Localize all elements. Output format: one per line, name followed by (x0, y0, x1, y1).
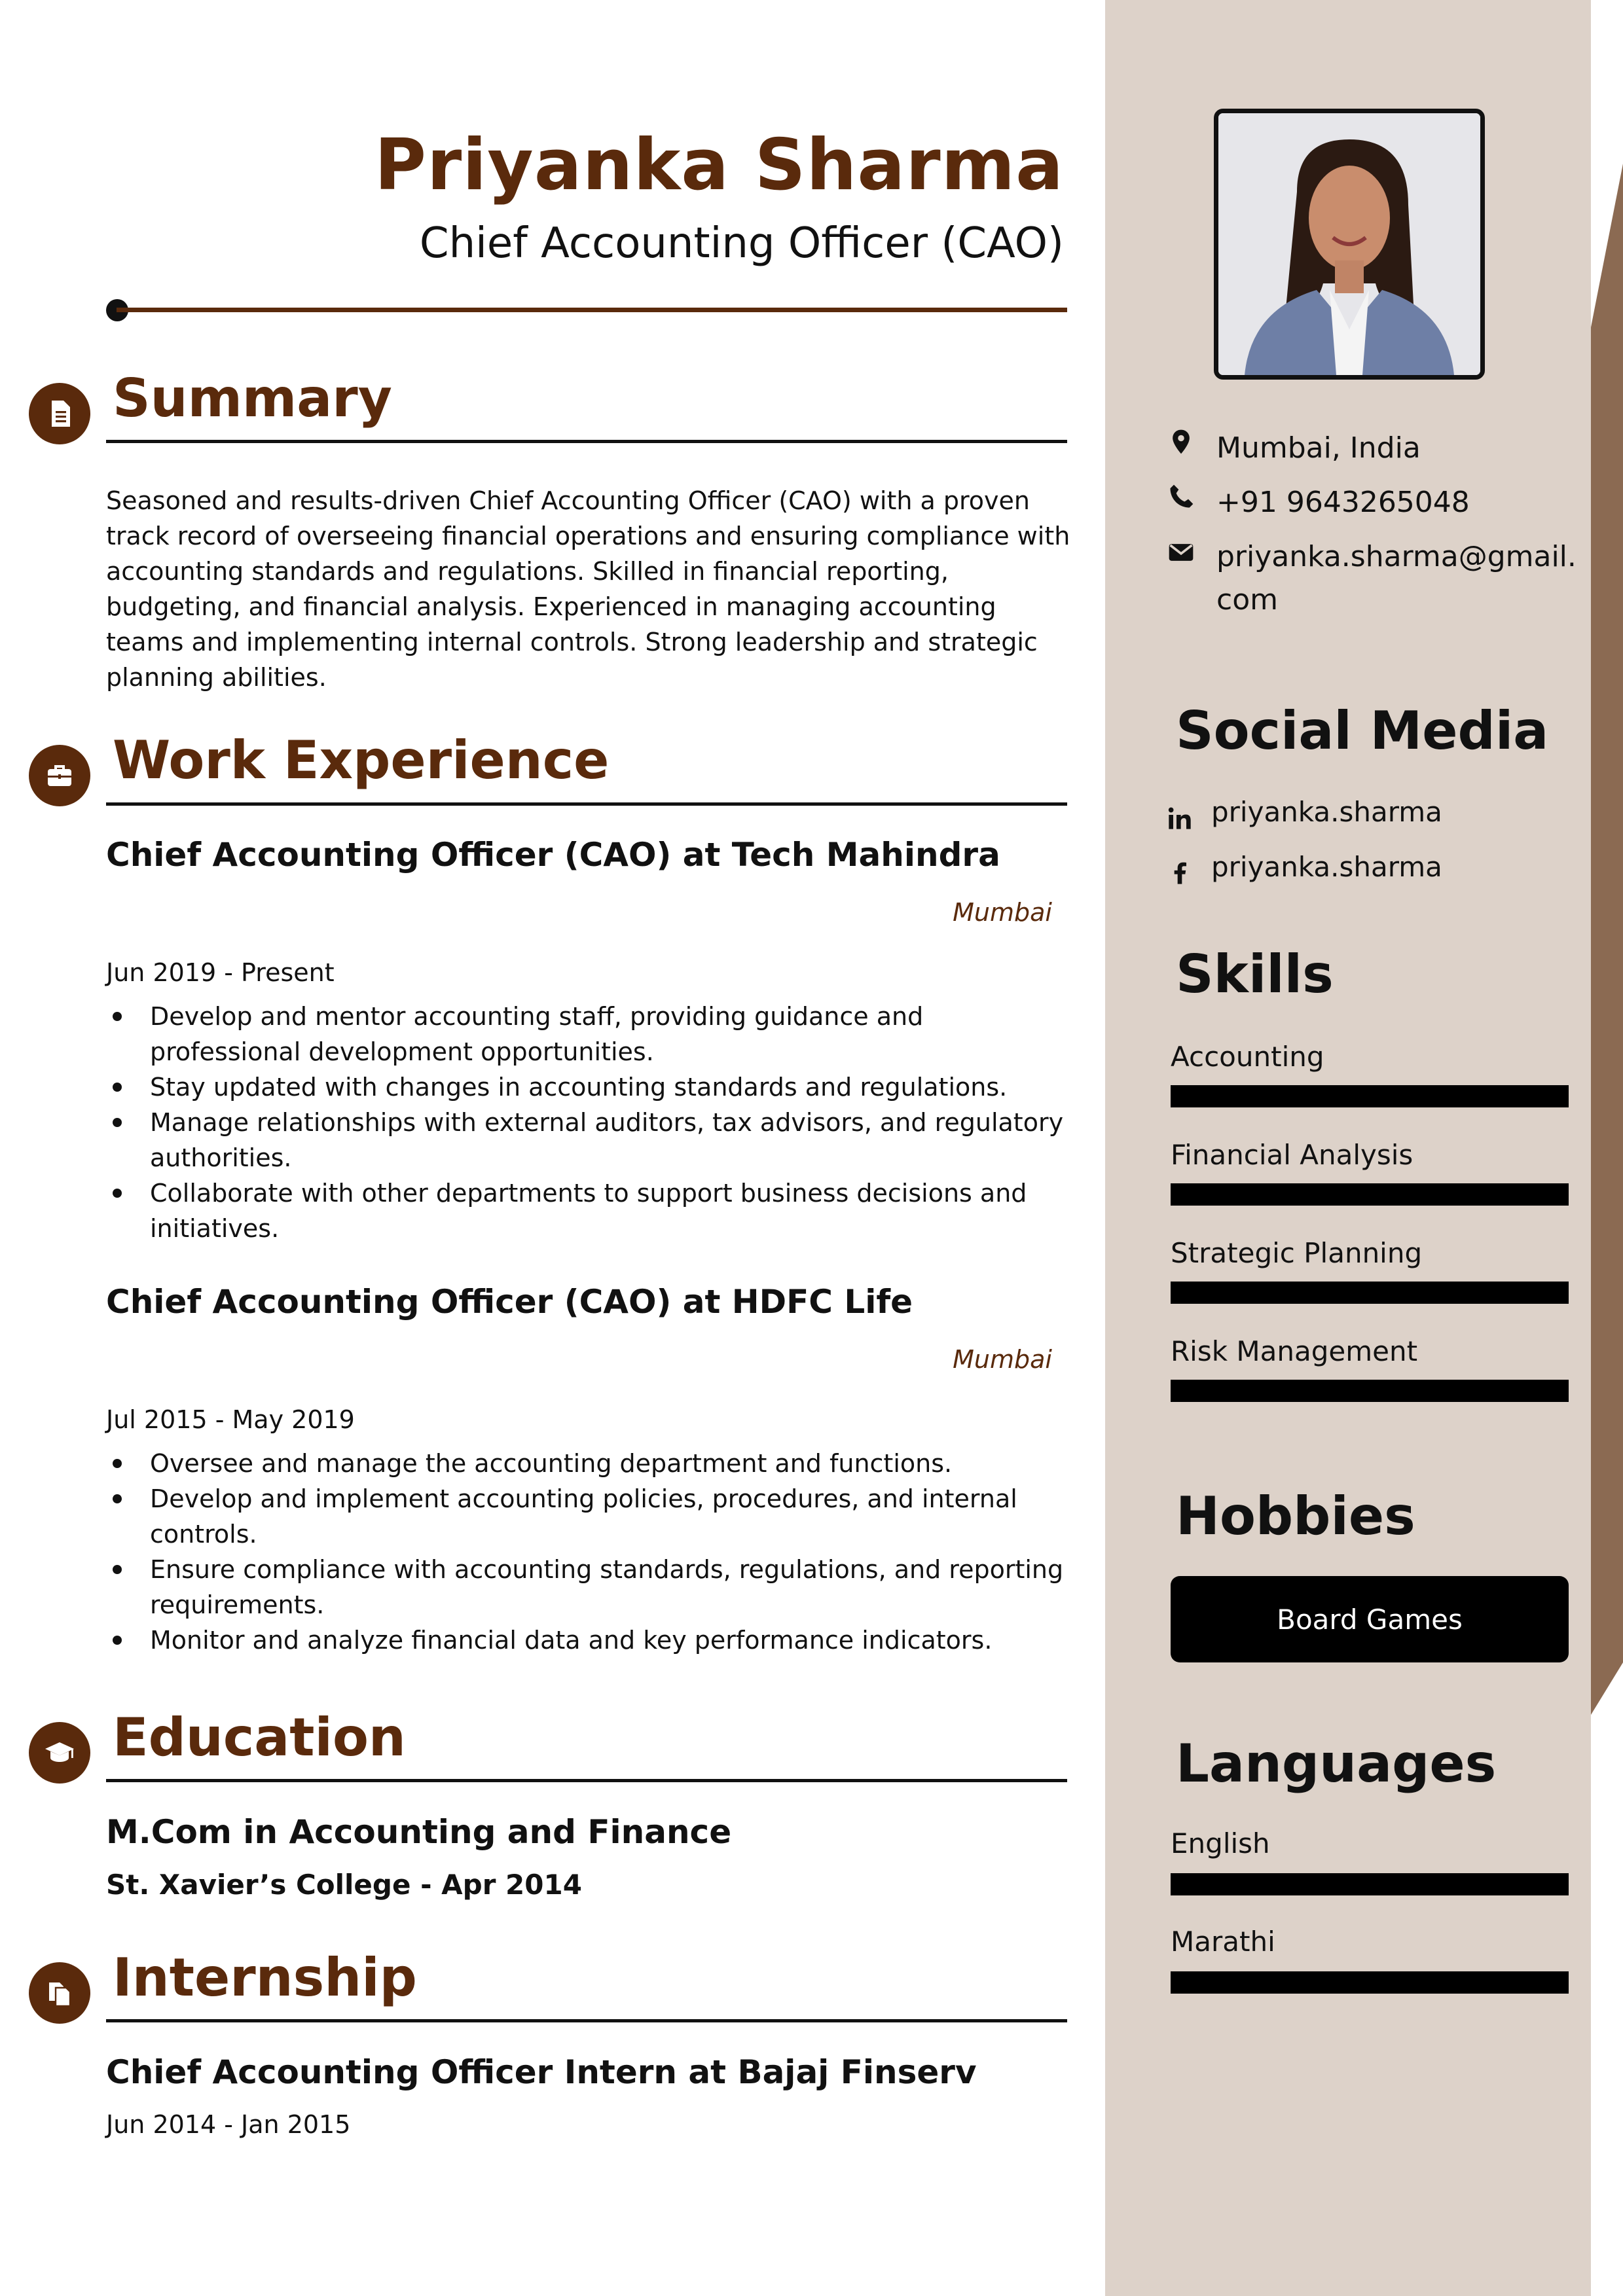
job-responsibilities (106, 999, 1075, 1246)
facebook-icon (1167, 860, 1193, 886)
skill-name: Accounting (1171, 1041, 1324, 1073)
skill-level-fill (1171, 1085, 1569, 1107)
internship-title: Chief Accounting Officer Intern at Bajaj Finserv (106, 2053, 977, 2091)
hobbies-heading: Hobbies (1176, 1486, 1415, 1547)
files-icon (29, 1962, 90, 2024)
job-dates: Jun 2019 - Present (106, 958, 335, 987)
list-item: Develop and mentor accounting staff, providing guidance and professional development opportunities. (106, 999, 1075, 1069)
degree-title: M.Com in Accounting and Finance (106, 1813, 732, 1851)
skill-level-fill (1171, 1183, 1569, 1206)
phone-icon (1167, 482, 1195, 511)
list-item: Manage relationships with external auditors, tax advisors, and regulatory authorities. (106, 1105, 1075, 1175)
skill-name: Financial Analysis (1171, 1139, 1413, 1171)
experience-divider (106, 802, 1067, 806)
language-level-bar (1171, 1971, 1569, 1994)
summary-heading: Summary (113, 368, 392, 429)
header-divider (117, 308, 1067, 312)
language-name: English (1171, 1827, 1270, 1859)
internship-divider (106, 2019, 1067, 2022)
briefcase-icon (29, 745, 90, 806)
job-title: Chief Accounting Officer (CAO) at Tech Mahindra (106, 836, 1000, 874)
linkedin-handle[interactable]: priyanka.sharma (1211, 796, 1442, 828)
contact-phone[interactable]: +91 9643265048 (1216, 486, 1470, 519)
list-item: Ensure compliance with accounting standards, regulations, and reporting requirements. (106, 1552, 1075, 1623)
summary-text: Seasoned and results-driven Chief Accounting Officer (CAO) with a proven track record of overseeing financial operations and ensuring compliance with accounting standards and regulations. Skilled in financial reporting, budgeting, and financial analysis. Experienced in managing accounting teams and implementing internal controls. Strong leadership and strategic planning abilities. (106, 486, 1070, 692)
job-title: Chief Accounting Officer (CAO) at HDFC Life (106, 1283, 913, 1321)
social-heading: Social Media (1176, 700, 1549, 761)
internship-heading: Internship (113, 1947, 417, 2008)
contact-email-line: priyanka.sharma@gmail. (1216, 540, 1577, 573)
summary-divider (106, 440, 1067, 443)
list-item: Develop and implement accounting policies, procedures, and internal controls. (106, 1481, 1075, 1552)
contact-email[interactable] (1216, 535, 1577, 622)
education-heading: Education (113, 1707, 406, 1768)
contact-location: Mumbai, India (1216, 431, 1421, 465)
graduation-cap-icon (29, 1722, 90, 1784)
profile-photo (1214, 109, 1485, 380)
skill-level-bar (1171, 1380, 1569, 1402)
hobby-tag: Board Games (1171, 1576, 1569, 1662)
list-item: Monitor and analyze financial data and key performance indicators. (106, 1623, 1075, 1658)
candidate-name: Priyanka Sharma (374, 124, 1064, 206)
skill-level-bar (1171, 1183, 1569, 1206)
decorative-edge (1591, 0, 1623, 2296)
skill-name: Risk Management (1171, 1335, 1418, 1367)
job-dates: Jul 2015 - May 2019 (106, 1405, 355, 1434)
skill-level-bar (1171, 1085, 1569, 1107)
experience-heading: Work Experience (113, 730, 610, 791)
facebook-handle[interactable]: priyanka.sharma (1211, 851, 1442, 883)
language-level-fill (1171, 1971, 1569, 1994)
job-location: Mumbai (953, 898, 1052, 927)
languages-heading: Languages (1176, 1733, 1497, 1794)
list-item: Stay updated with changes in accounting standards and regulations. (106, 1069, 1075, 1105)
document-icon (29, 383, 90, 444)
education-divider (106, 1779, 1067, 1782)
language-level-fill (1171, 1873, 1569, 1895)
location-pin-icon (1167, 427, 1195, 456)
job-responsibilities (106, 1446, 1075, 1658)
skill-level-fill (1171, 1380, 1569, 1402)
candidate-title: Chief Accounting Officer (CAO) (419, 219, 1064, 268)
list-item: Oversee and manage the accounting department and functions. (106, 1446, 1075, 1481)
portrait-illustration (1218, 113, 1480, 375)
school-name: St. Xavier’s College - Apr 2014 (106, 1869, 582, 1901)
language-level-bar (1171, 1873, 1569, 1895)
list-item: Collaborate with other departments to support business decisions and initiatives. (106, 1175, 1075, 1246)
contact-email-line: com (1216, 583, 1278, 617)
email-icon (1167, 538, 1195, 567)
skill-level-fill (1171, 1282, 1569, 1304)
job-location: Mumbai (953, 1345, 1052, 1374)
linkedin-icon (1167, 805, 1193, 831)
language-name: Marathi (1171, 1926, 1275, 1958)
internship-dates: Jun 2014 - Jan 2015 (106, 2110, 351, 2139)
skills-heading: Skills (1176, 944, 1334, 1005)
skill-level-bar (1171, 1282, 1569, 1304)
skill-name: Strategic Planning (1171, 1237, 1423, 1269)
